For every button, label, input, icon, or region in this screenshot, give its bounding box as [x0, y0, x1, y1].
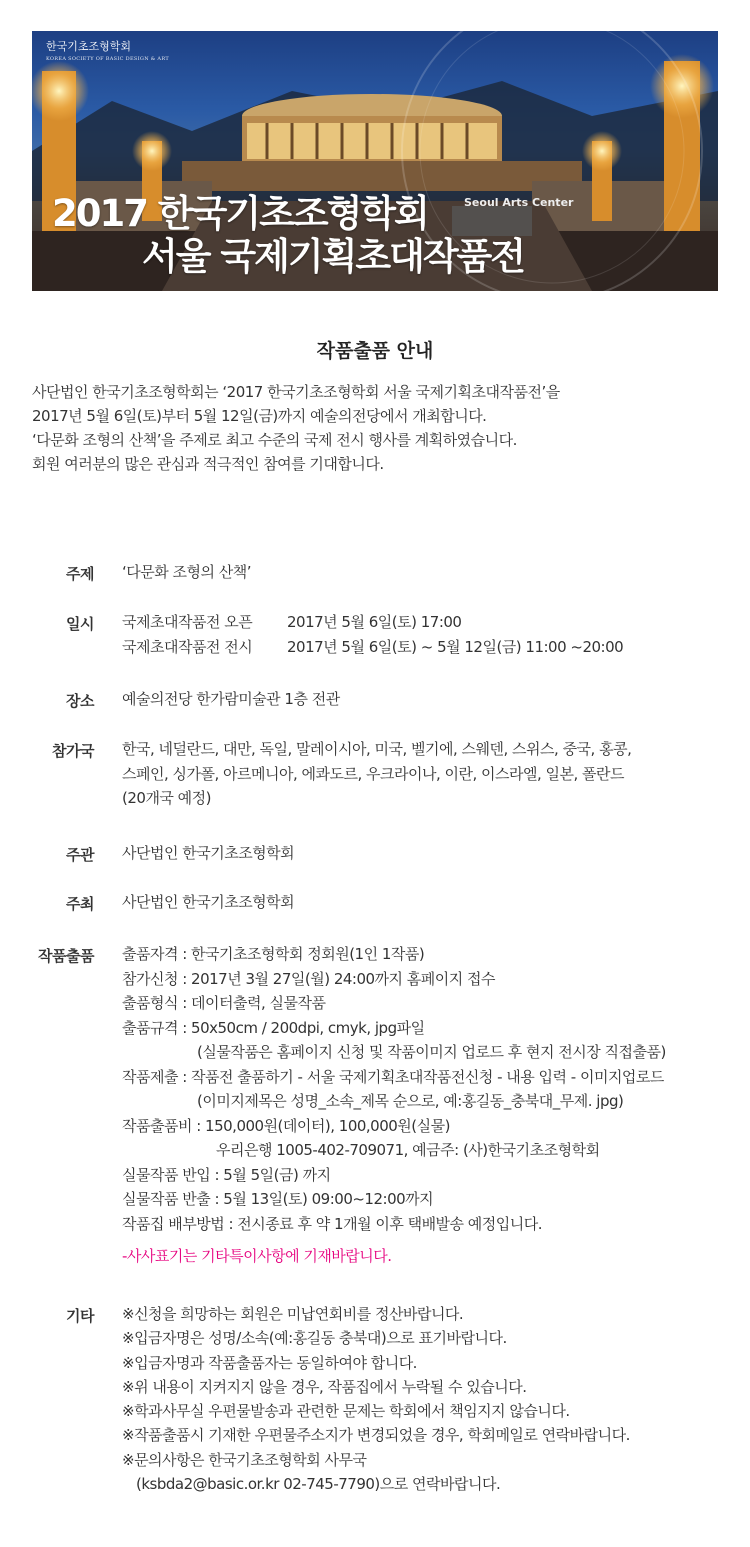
logo-text: 한국기초조형학회 — [46, 40, 132, 53]
intro-line: ‘다문화 조형의 산책’을 주제로 최고 수준의 국제 전시 행사를 계획하였습니다. — [32, 431, 517, 449]
etc-value — [122, 1302, 630, 1496]
etc-line: ※학과사무실 우편물발송과 관련한 문제는 학회에서 책임지지 않습니다. — [122, 1402, 570, 1421]
place-text: 예술의전당 한가람미술관 1층 전관 — [122, 690, 340, 708]
schedule-value — [122, 610, 623, 659]
organizer-text: 사단법인 한국기초조형학회 — [122, 844, 295, 862]
header-banner — [32, 31, 718, 291]
submission-line: (이미지제목은 성명_소속_제목 순으로, 예:홍길동_충북대_무제. jpg) — [197, 1092, 624, 1110]
theme-text: ‘다문화 조형의 산책’ — [122, 563, 251, 581]
submission-line: 실물작품 반입 : 5월 5일(금) 까지 — [122, 1165, 331, 1184]
submission-line: 우리은행 1005-402-709071, 예금주: (사)한국기초조형학회 — [216, 1141, 600, 1159]
countries-line: (20개국 예정) — [122, 789, 212, 807]
place-label: 장소 — [66, 692, 94, 710]
etc-line: ※입금자명은 성명/소속(예:홍길동 충북대)으로 표기바랍니다. — [122, 1329, 507, 1348]
organizer-value — [122, 841, 294, 866]
show-event-name: 국제초대작품전 전시 — [122, 637, 253, 656]
host-text: 사단법인 한국기초조형학회 — [122, 893, 295, 911]
submission-label: 작품출품 — [38, 947, 94, 965]
logo-subtext: KOREA SOCIETY OF BASIC DESIGN & ART — [46, 56, 169, 62]
countries-line: 한국, 네덜란드, 대만, 독일, 말레이시아, 미국, 벨기에, 스웨덴, 스위스, 중국, 홍콩, — [122, 740, 632, 758]
banner-title-line1: 2017 한국기초조형학회 — [52, 192, 428, 235]
etc-line: ※입금자명과 작품출품자는 동일하여야 합니다. — [122, 1353, 417, 1372]
open-event-date: 2017년 5월 6일(토) 17:00 — [287, 613, 462, 631]
submission-line: 작품제출 : 작품전 출품하기 - 서울 국제기획초대작품전신청 - 내용 입력 - 이미지업로드 — [122, 1067, 664, 1086]
intro-paragraph — [32, 380, 560, 476]
theme-value — [122, 560, 251, 585]
etc-line: (ksbda2@basic.or.kr 02-745-7790)으로 연락바랍니다. — [136, 1475, 501, 1494]
etc-line: ※신청을 희망하는 회원은 미납연회비를 정산바랍니다. — [122, 1305, 464, 1323]
venue-sign: Seoul Arts Center — [464, 196, 574, 209]
acknowledgement-note: -사사표기는 기타특이사항에 기재바랍니다. — [122, 1247, 392, 1265]
submission-line: 출품자격 : 한국기초조형학회 정회원(1인 1작품) — [122, 945, 425, 963]
submission-line: 실물작품 반출 : 5월 13일(토) 09:00~12:00까지 — [122, 1190, 434, 1208]
schedule-label: 일시 — [66, 615, 94, 633]
submission-line: 작품출품비 : 150,000원(데이터), 100,000원(실물) — [122, 1116, 450, 1135]
intro-line: 2017년 5월 6일(토)부터 5월 12일(금)까지 예술의전당에서 개최합니다. — [32, 407, 487, 425]
intro-line: 회원 여러분의 많은 관심과 적극적인 참여를 기대합니다. — [32, 455, 384, 473]
host-label: 주최 — [66, 895, 94, 913]
countries-line: 스페인, 싱가폴, 아르메니아, 에콰도르, 우크라이나, 이란, 이스라엘, 일본, 폴란드 — [122, 764, 624, 783]
theme-label: 주제 — [66, 565, 94, 583]
etc-line: ※문의사항은 한국기초조형학회 사무국 — [122, 1450, 367, 1469]
submission-line: 출품규격 : 50x50cm / 200dpi, cmyk, jpg파일 — [122, 1018, 425, 1037]
submission-line: 출품형식 : 데이터출력, 실물작품 — [122, 994, 326, 1012]
society-logo — [46, 41, 169, 65]
show-event-date: 2017년 5월 6일(토) ~ 5월 12일(금) 11:00 ~20:00 — [287, 637, 624, 656]
countries-label: 참가국 — [52, 742, 94, 760]
host-value — [122, 890, 294, 915]
open-event-name: 국제초대작품전 오픈 — [122, 613, 253, 631]
place-value — [122, 687, 340, 712]
submission-line: (실물작품은 홈페이지 신청 및 작품이미지 업로드 후 현지 전시장 직접출품) — [197, 1043, 666, 1061]
intro-line: 사단법인 한국기초조형학회는 ‘2017 한국기초조형학회 서울 국제기획초대작품전’을 — [32, 383, 560, 401]
etc-line: ※작품출품시 기재한 우편물주소지가 변경되었을 경우, 학회메일로 연락바랍니다. — [122, 1426, 630, 1445]
etc-line: ※위 내용이 지켜지지 않을 경우, 작품집에서 누락될 수 있습니다. — [122, 1377, 527, 1396]
etc-label: 기타 — [66, 1307, 94, 1325]
countries-value — [122, 737, 631, 811]
submission-value — [122, 942, 666, 1269]
organizer-label: 주관 — [66, 846, 94, 864]
submission-line: 참가신청 : 2017년 3월 27일(월) 24:00까지 홈페이지 접수 — [122, 969, 496, 988]
submission-line: 작품집 배부방법 : 전시종료 후 약 1개월 이후 택배발송 예정입니다. — [122, 1214, 543, 1233]
banner-title-line2: 서울 국제기획초대작품전 — [142, 235, 525, 278]
page-title: 작품출품 안내 — [316, 340, 434, 362]
